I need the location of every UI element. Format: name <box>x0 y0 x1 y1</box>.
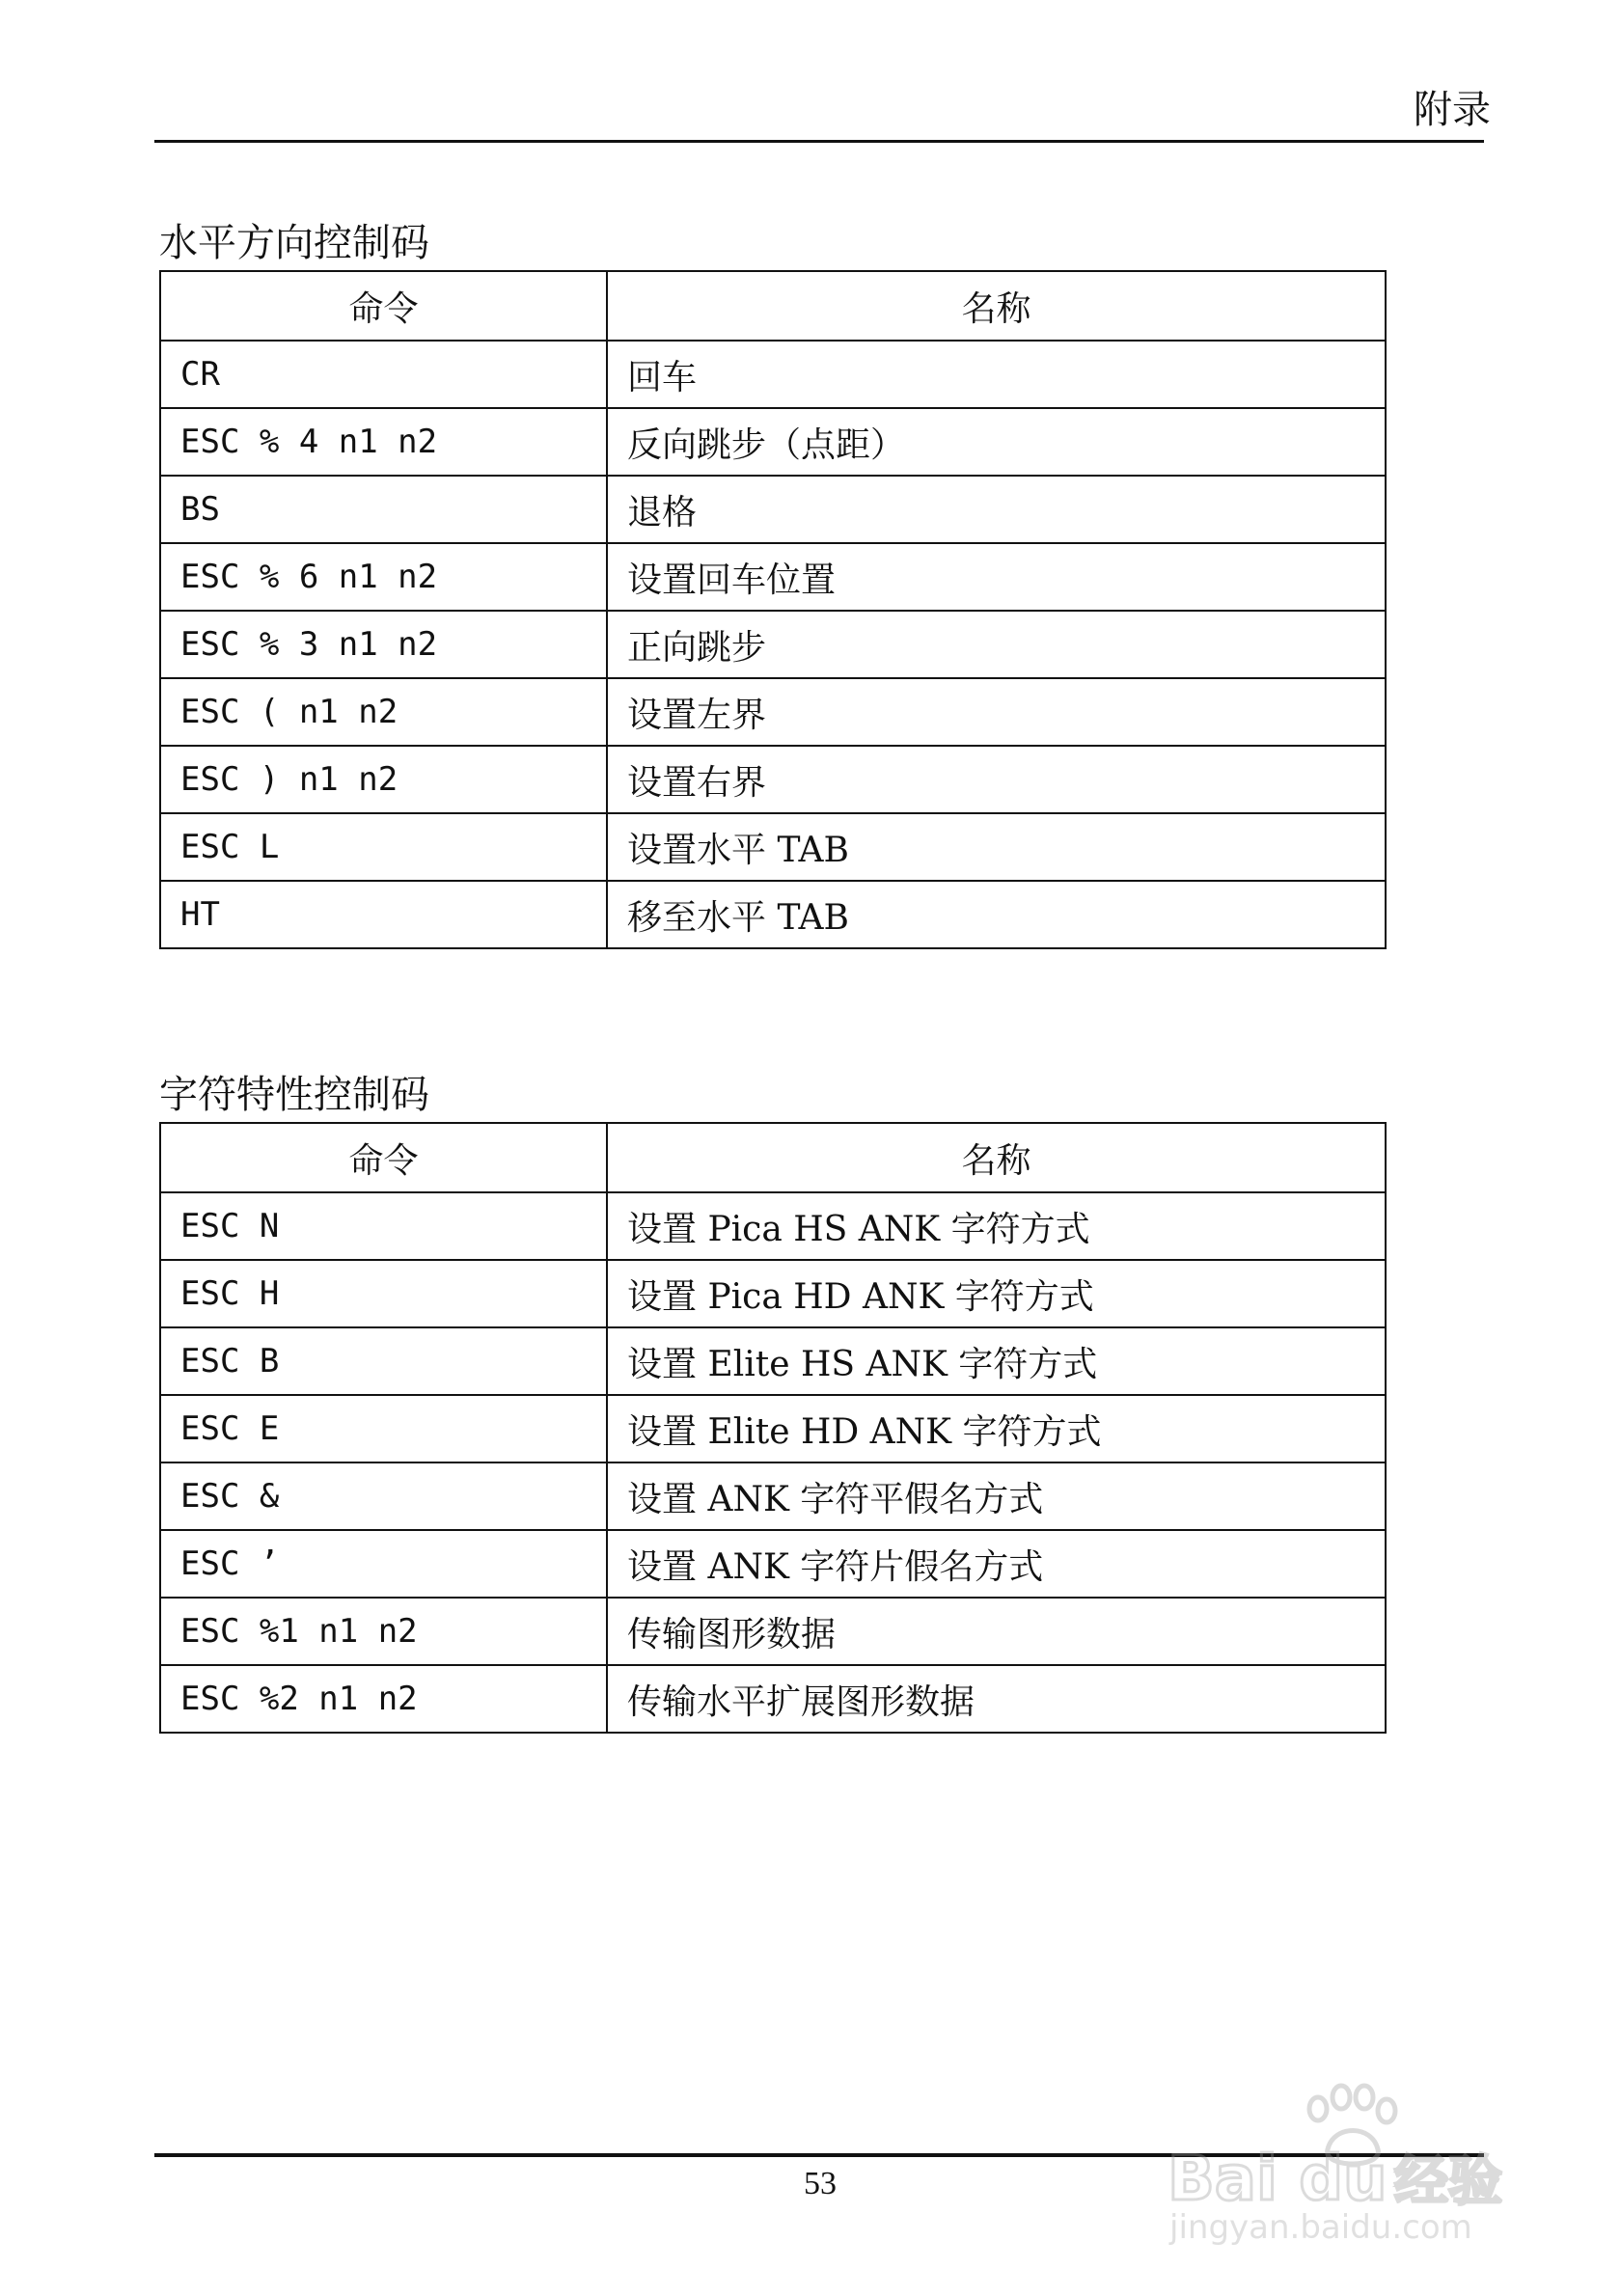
column-header-command: 命令 <box>160 271 607 341</box>
svg-text:jingyan.baidu.com: jingyan.baidu.com <box>1169 2208 1472 2247</box>
name-cell: 正向跳步 <box>607 611 1386 678</box>
name-cell: 设置 ANK 字符片假名方式 <box>607 1530 1386 1598</box>
table-row <box>160 611 1386 678</box>
page-number: 53 <box>804 2166 837 2201</box>
command-cell: ESC %2 n1 n2 <box>160 1665 607 1733</box>
name-cell: 设置 Pica HS ANK 字符方式 <box>607 1192 1386 1260</box>
table-row <box>160 881 1386 948</box>
table-row <box>160 476 1386 543</box>
table-row <box>160 1395 1386 1462</box>
command-cell: CR <box>160 341 607 408</box>
name-cell: 传输图形数据 <box>607 1598 1386 1665</box>
section-title-character: 字符特性控制码 <box>159 1073 429 1117</box>
name-cell: 设置 Pica HD ANK 字符方式 <box>607 1260 1386 1327</box>
name-cell: 设置左界 <box>607 678 1386 746</box>
table-row <box>160 408 1386 476</box>
header-title: 附录 <box>1414 88 1491 132</box>
command-cell: ESC B <box>160 1327 607 1395</box>
name-cell: 设置水平 TAB <box>607 813 1386 881</box>
command-cell: ESC N <box>160 1192 607 1260</box>
name-cell: 回车 <box>607 341 1386 408</box>
column-header-name: 名称 <box>607 1123 1386 1192</box>
table-header-row <box>160 1123 1386 1192</box>
table-header-row <box>160 271 1386 341</box>
table-row <box>160 1598 1386 1665</box>
table-row <box>160 1665 1386 1733</box>
table-row <box>160 678 1386 746</box>
command-cell: ESC %1 n1 n2 <box>160 1598 607 1665</box>
name-cell: 设置 Elite HS ANK 字符方式 <box>607 1327 1386 1395</box>
command-cell: ESC E <box>160 1395 607 1462</box>
table-row <box>160 341 1386 408</box>
table-row <box>160 1530 1386 1598</box>
name-cell: 设置 Elite HD ANK 字符方式 <box>607 1395 1386 1462</box>
command-cell: ESC L <box>160 813 607 881</box>
baidu-jingyan-watermark <box>1148 2055 1534 2248</box>
table-row <box>160 543 1386 611</box>
header-rule <box>154 140 1484 143</box>
name-cell: 反向跳步（点距） <box>607 408 1386 476</box>
table-row <box>160 1192 1386 1260</box>
name-cell: 移至水平 TAB <box>607 881 1386 948</box>
command-cell: ESC % 6 n1 n2 <box>160 543 607 611</box>
table-row <box>160 1260 1386 1327</box>
command-cell: ESC ) n1 n2 <box>160 746 607 813</box>
command-cell: ESC & <box>160 1462 607 1530</box>
command-cell: ESC ’ <box>160 1530 607 1598</box>
section-title-horizontal: 水平方向控制码 <box>159 221 429 265</box>
svg-text:Bai du: Bai du <box>1168 2144 1387 2215</box>
name-cell: 设置右界 <box>607 746 1386 813</box>
column-header-command: 命令 <box>160 1123 607 1192</box>
command-cell: ESC % 3 n1 n2 <box>160 611 607 678</box>
command-cell: HT <box>160 881 607 948</box>
horizontal-control-table <box>159 270 1387 949</box>
command-cell: ESC H <box>160 1260 607 1327</box>
character-control-table <box>159 1122 1387 1734</box>
name-cell: 设置回车位置 <box>607 543 1386 611</box>
name-cell: 设置 ANK 字符平假名方式 <box>607 1462 1386 1530</box>
command-cell: ESC % 4 n1 n2 <box>160 408 607 476</box>
name-cell: 退格 <box>607 476 1386 543</box>
name-cell: 传输水平扩展图形数据 <box>607 1665 1386 1733</box>
svg-text:经验: 经验 <box>1394 2150 1502 2213</box>
command-cell: ESC ( n1 n2 <box>160 678 607 746</box>
table-row <box>160 1462 1386 1530</box>
table-row <box>160 1327 1386 1395</box>
table-row <box>160 746 1386 813</box>
column-header-name: 名称 <box>607 271 1386 341</box>
command-cell: BS <box>160 476 607 543</box>
table-row <box>160 813 1386 881</box>
